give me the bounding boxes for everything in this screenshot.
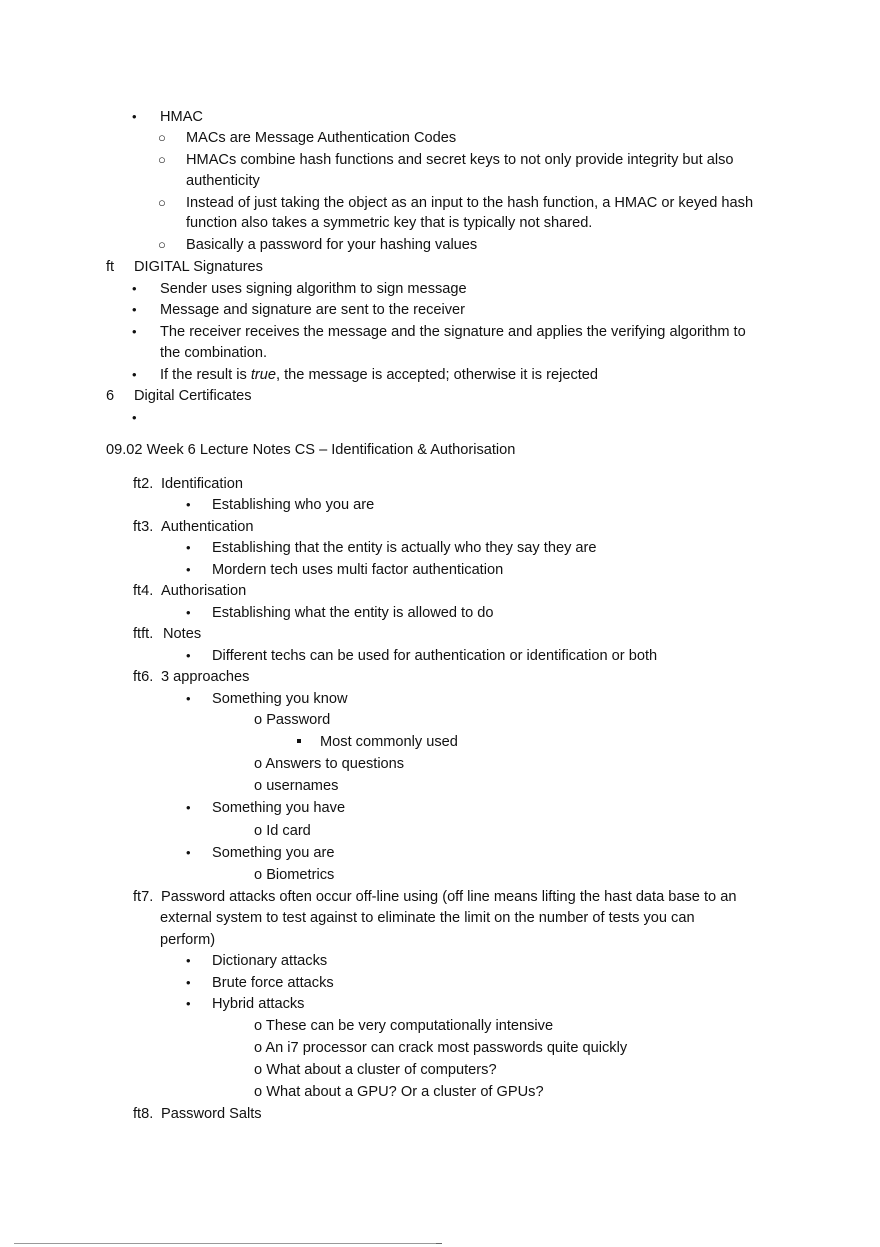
- sub-item-text: What about a GPU? Or a cluster of GPUs?: [266, 1084, 544, 1100]
- square-bullet-icon: [297, 739, 301, 743]
- sub-item: [254, 1016, 553, 1036]
- sub-sub-item: Most commonly used: [320, 734, 458, 750]
- signature-item: Sender uses signing algorithm to sign message: [160, 281, 467, 297]
- bullet-icon: •: [186, 975, 191, 990]
- sub-item-text: Biometrics: [266, 867, 335, 883]
- authentication-heading: Authentication: [161, 519, 254, 535]
- hmac-heading: HMAC: [160, 109, 203, 125]
- section-number: ft: [106, 259, 115, 275]
- week6-title: 09.02 Week 6 Lecture Notes CS – Identification & Authorisation: [106, 442, 516, 458]
- bullet-icon: •: [186, 605, 191, 620]
- small-o-icon: o: [254, 1084, 263, 1100]
- signature-item: Message and signature are sent to the receiver: [160, 302, 466, 318]
- identification-item: Establishing who you are: [212, 497, 375, 513]
- bullet-icon: •: [186, 953, 191, 968]
- small-o-icon: o: [254, 778, 263, 794]
- signature-item-cont: the combination.: [160, 345, 268, 361]
- hmac-item: HMACs combine hash functions and secret keys to not only provide integrity but also: [186, 152, 734, 168]
- small-o-icon: o: [254, 1062, 263, 1078]
- sub-item: [254, 865, 334, 885]
- hmac-item: MACs are Message Authentication Codes: [186, 130, 457, 146]
- authorisation-heading: Authorisation: [161, 583, 247, 599]
- sub-item: [254, 776, 338, 796]
- signature-text-post: , the message is accepted; otherwise it is rejected: [276, 367, 599, 383]
- signature-text-pre: If the result is: [160, 367, 251, 383]
- authentication-item: Mordern tech uses multi factor authentication: [212, 562, 504, 578]
- attacks-text-cont: external system to test against to eliminate the limit on the number of tests you can: [160, 910, 695, 926]
- sub-item: [254, 1082, 544, 1102]
- circle-bullet-icon: ○: [158, 237, 166, 252]
- section-number: ft8.: [133, 1106, 154, 1122]
- sub-item-text: usernames: [266, 778, 339, 794]
- digital-signatures-heading: DIGITAL Signatures: [134, 259, 263, 275]
- section-number: ft7.: [133, 889, 154, 905]
- notes-item: Different techs can be used for authentication or identification or both: [212, 648, 658, 664]
- bullet-icon: •: [132, 324, 137, 339]
- bullet-icon: •: [186, 497, 191, 512]
- bullet-icon: •: [186, 800, 191, 815]
- footer-mark: [436, 1243, 442, 1244]
- bullet-icon: •: [186, 648, 191, 663]
- digital-certificates-heading: Digital Certificates: [134, 388, 252, 404]
- bullet-icon: •: [132, 302, 137, 317]
- hmac-item: Basically a password for your hashing values: [186, 237, 478, 253]
- circle-bullet-icon: ○: [158, 152, 166, 167]
- small-o-icon: o: [254, 823, 263, 839]
- authentication-item: Establishing that the entity is actually who they say they are: [212, 540, 597, 556]
- sub-item-text: Answers to questions: [265, 756, 405, 772]
- small-o-icon: o: [254, 712, 263, 728]
- approach-item: Something you have: [212, 800, 346, 816]
- approach-item: Something you know: [212, 691, 348, 707]
- signature-item: [160, 365, 598, 385]
- bullet-icon: •: [132, 410, 137, 425]
- section-number: ft4.: [133, 583, 154, 599]
- attacks-text: Password attacks often occur off-line using (off line means lifting the hast data base to an: [161, 889, 737, 905]
- approach-item: Something you are: [212, 845, 335, 861]
- hmac-item-cont: authenticity: [186, 173, 260, 189]
- circle-bullet-icon: ○: [158, 195, 166, 210]
- sub-item: [254, 1060, 497, 1080]
- identification-heading: Identification: [161, 476, 243, 492]
- sub-item-text: Password: [266, 712, 331, 728]
- notes-heading: Notes: [163, 626, 202, 642]
- bullet-icon: •: [186, 845, 191, 860]
- bullet-icon: •: [132, 281, 137, 296]
- signature-item: The receiver receives the message and the signature and applies the verifying algorithm to: [160, 324, 746, 340]
- sub-item-text: What about a cluster of computers?: [266, 1062, 497, 1078]
- small-o-icon: o: [254, 1040, 263, 1056]
- footer-divider: [14, 1243, 442, 1244]
- authorisation-item: Establishing what the entity is allowed to do: [212, 605, 494, 621]
- small-o-icon: o: [254, 1018, 263, 1034]
- section-number: ft3.: [133, 519, 154, 535]
- bullet-icon: •: [186, 540, 191, 555]
- sub-item: [254, 1038, 627, 1058]
- section-number: 6: [106, 388, 115, 404]
- attacks-text-cont: perform): [160, 932, 216, 948]
- hmac-item-cont: function also takes a symmetric key that is typically not shared.: [186, 215, 593, 231]
- signature-text-italic: true: [250, 367, 276, 383]
- bullet-icon: •: [132, 109, 137, 124]
- salts-heading: Password Salts: [161, 1106, 262, 1122]
- small-o-icon: o: [254, 867, 263, 883]
- sub-item-text: These can be very computationally intensive: [265, 1018, 554, 1034]
- sub-item: [254, 754, 404, 774]
- approaches-heading: 3 approaches: [161, 669, 250, 685]
- small-o-icon: o: [254, 756, 263, 772]
- sub-item: [254, 710, 330, 730]
- attack-item: Dictionary attacks: [212, 953, 328, 969]
- sub-item: [254, 821, 311, 841]
- bullet-icon: •: [186, 691, 191, 706]
- hmac-item: Instead of just taking the object as an input to the hash function, a HMAC or keyed hash: [186, 195, 754, 211]
- bullet-icon: •: [132, 367, 137, 382]
- circle-bullet-icon: ○: [158, 130, 166, 145]
- sub-item-text: Id card: [266, 823, 311, 839]
- bullet-icon: •: [186, 562, 191, 577]
- section-number: ft2.: [133, 476, 154, 492]
- attack-item: Hybrid attacks: [212, 996, 305, 1012]
- section-number: ft6.: [133, 669, 154, 685]
- sub-item-text: An i7 processor can crack most passwords quite quickly: [265, 1040, 628, 1056]
- bullet-icon: •: [186, 996, 191, 1011]
- attack-item: Brute force attacks: [212, 975, 334, 991]
- section-number: ftft.: [133, 626, 154, 642]
